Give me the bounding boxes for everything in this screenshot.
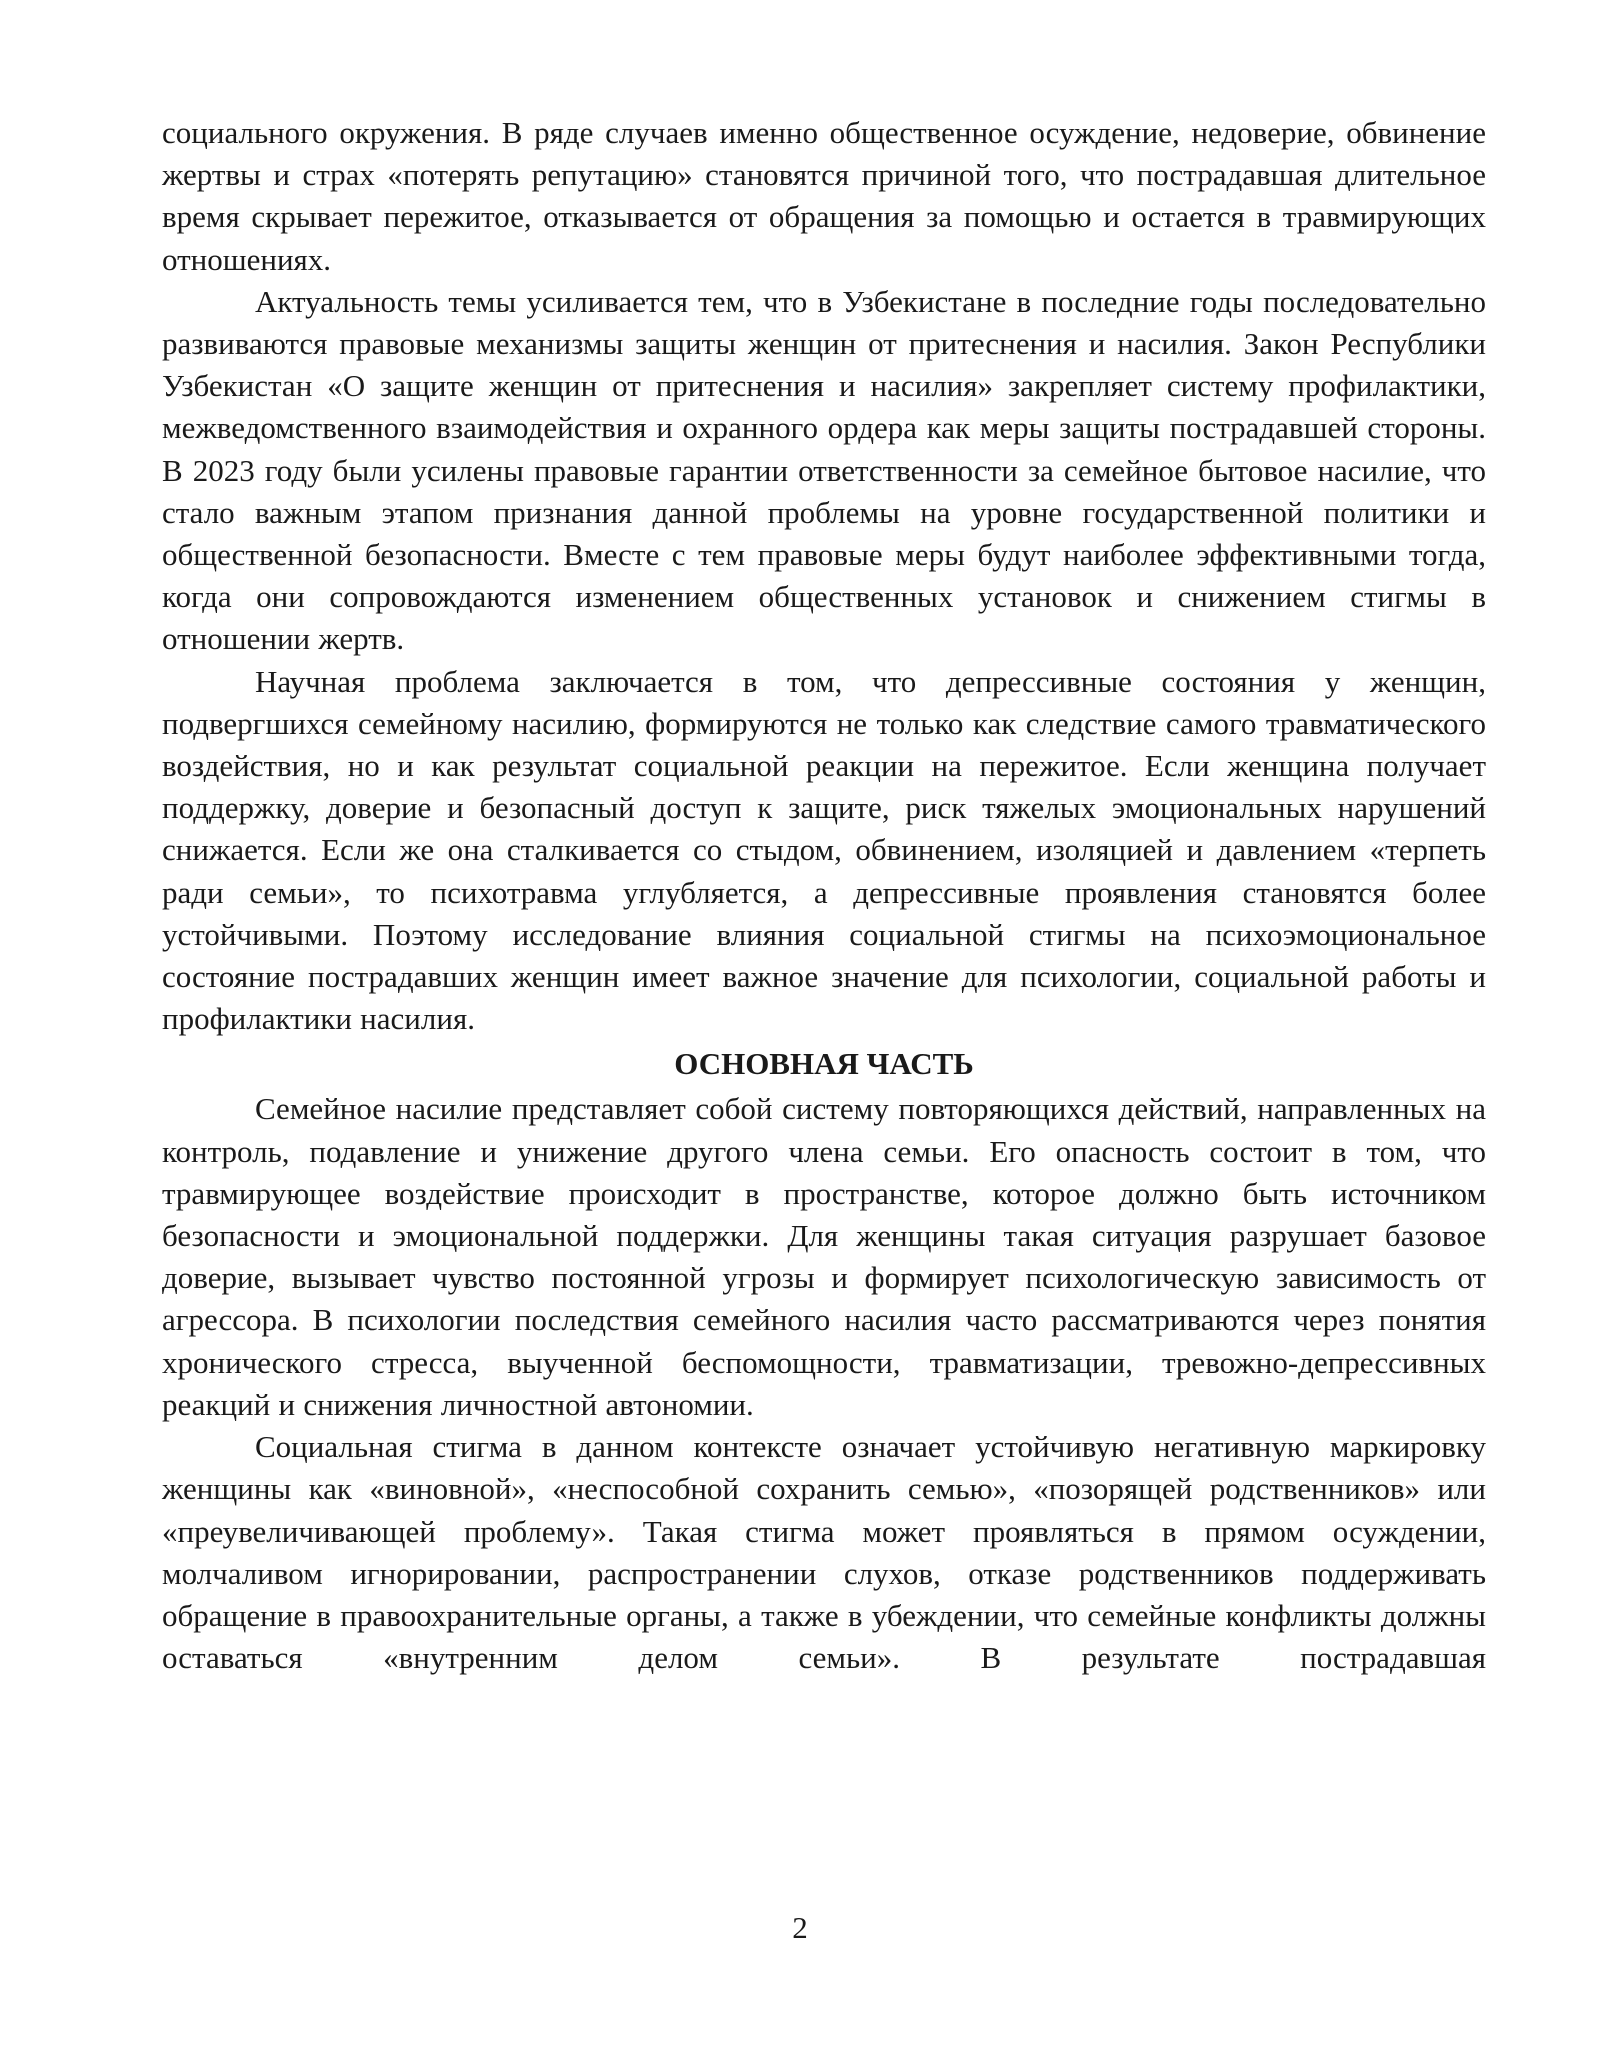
paragraph-relevance: Актуальность темы усиливается тем, что в Узбекистане в последние годы последовательно развиваются правовые механизмы защиты женщин от притеснения и насилия. Закон Республики Узбекистан «О защите женщин от притеснения и насилия» закрепляет систему профилактики, межведомственного взаимодействия и охранного ордера как меры защиты пострадавшей стороны. В 2023 году были усилены правовые гарантии ответственности за семейное бытовое насилие, что стало важным этапом признания данной проблемы на уровне государственной политики и общественной безопасности. Вместе с тем правовые меры будут наиболее эффективными тогда, когда они сопровождаются изменением общественных установок и снижением стигмы в отношении жертв. xyxy=(162,283,1486,657)
page-number: 2 xyxy=(792,1910,808,1945)
paragraph-social-stigma: Социальная стигма в данном контексте означает устойчивую негативную маркировку женщины как «виновной», «неспособной сохранить семью», «позорящей родственников» или «преувеличивающей проблему». Такая стигма может проявляться в прямом осуждении, молчаливом игнорировании, распространении слухов, отказе родственников поддерживать обращение в правоохранительные органы, а также в убеждении, что семейные конфликты должны оставаться «внутренним делом семьи». В результате пострадавшая xyxy=(162,1429,1486,1676)
paragraph-family-violence: Семейное насилие представляет собой систему повторяющихся действий, направленных на контроль, подавление и унижение другого члена семьи. Его опасность состоит в том, что травмирующее воздействие происходит в пространстве, которое должно быть источником безопасности и эмоциональной поддержки. Для женщины такая ситуация разрушает базовое доверие, вызывает чувство постоянной угрозы и формирует психологическую зависимость от агрессора. В психологии последствия семейного насилия часто рассматриваются через понятия хронического стресса, выученной беспомощности, травматизации, тревожно-депрессивных реакций и снижения личностной автономии. xyxy=(162,1091,1486,1422)
paragraph-scientific-problem: Научная проблема заключается в том, что депрессивные состояния у женщин, подвергшихся семейному насилию, формируются не только как следствие самого травматического воздействия, но и как результат социальной реакции на пережитое. Если женщина получает поддержку, доверие и безопасный доступ к защите, риск тяжелых эмоциональных нарушений снижается. Если же она сталкивается со стыдом, обвинением, изоляцией и давлением «терпеть ради семьи», то психотравма углубляется, а депрессивные проявления становятся более устойчивыми. Поэтому исследование влияния социальной стигмы на психоэмоциональное состояние пострадавших женщин имеет важное значение для психологии, социальной работы и профилактики насилия. xyxy=(162,663,1486,1037)
document-page xyxy=(162,112,1486,1679)
section-heading: ОСНОВНАЯ ЧАСТЬ xyxy=(674,1046,974,1082)
paragraph-social-environment: социального окружения. В ряде случаев именно общественное осуждение, недоверие, обвинение жертвы и страх «потерять репутацию» становятся причиной того, что пострадавшая длительное время скрывает пережитое, отказывается от обращения за помощью и остается в травмирующих отношениях. xyxy=(162,115,1486,277)
